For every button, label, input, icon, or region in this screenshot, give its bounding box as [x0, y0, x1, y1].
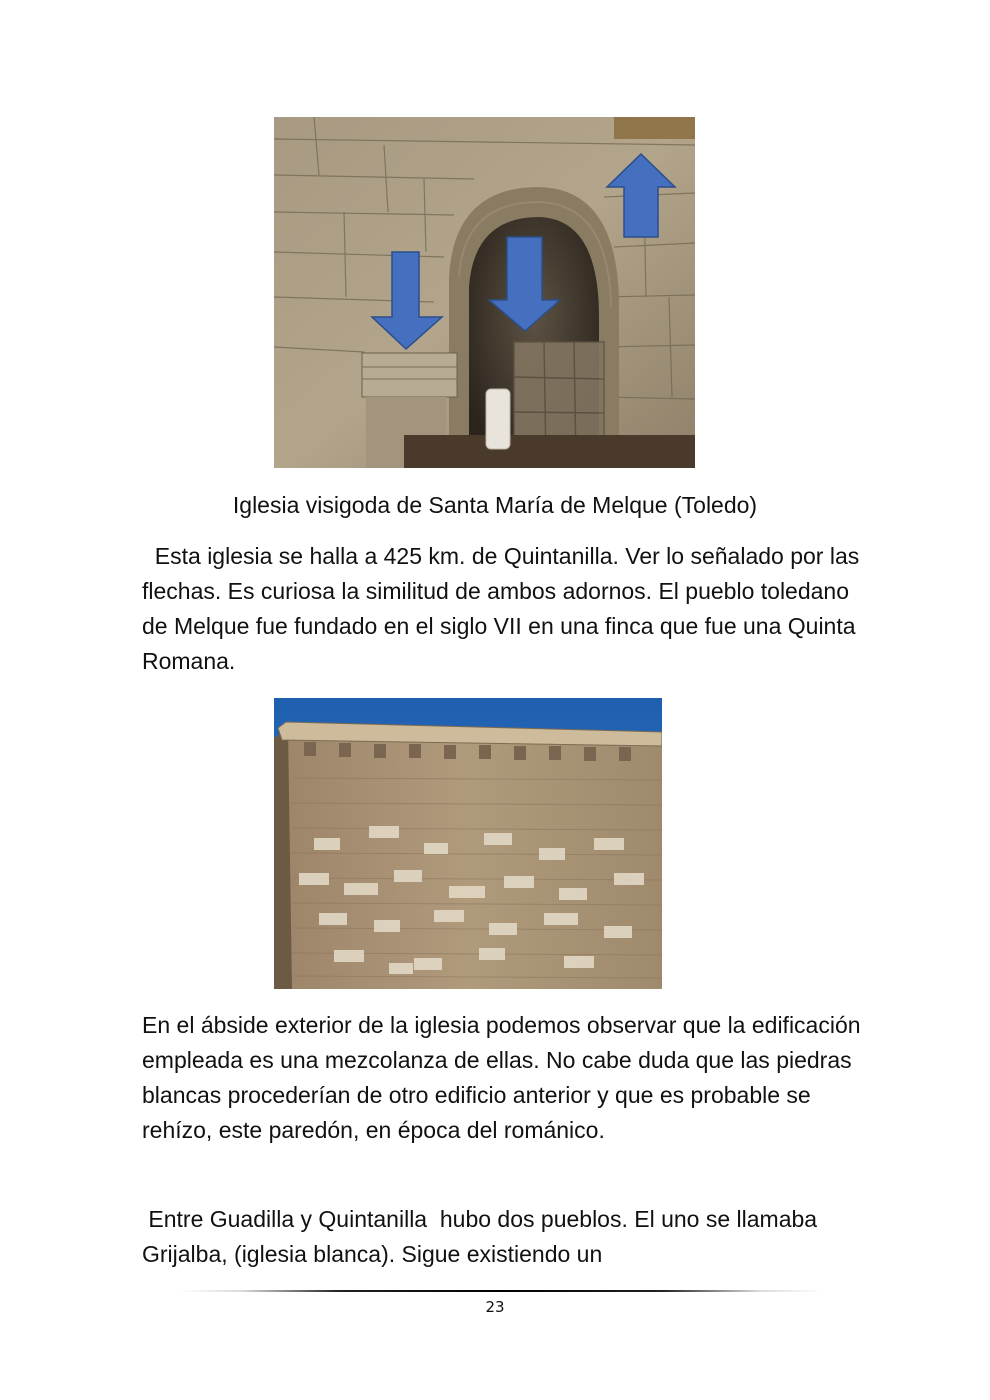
melque-arch-photo [274, 117, 695, 468]
paragraph: En el ábside exterior de la iglesia podemos observar que la edificación empleada es una mezcolanza de ellas. No cabe duda que las piedras blancas procederían de otro edificio anterior y que es probable se rehízo, este paredón, en época del románico. [142, 1012, 874, 1143]
apse-wall-photo [274, 698, 662, 989]
melque-arch-image [274, 117, 695, 468]
paragraph: Entre Guadilla y Quintanilla hubo dos pueblos. El uno se llamaba Grijalba, (iglesia blanca). Sigue existiendo un [142, 1206, 824, 1267]
footer-rule [178, 1290, 823, 1292]
apse-wall-image [274, 698, 662, 989]
paragraph: Esta iglesia se halla a 425 km. de Quintanilla. Ver lo señalado por las flechas. Es curiosa la similitud de ambos adornos. El pueblo toledano de Melque fue fundado en el siglo VII en una finca que fue una Quinta Romana. [142, 543, 866, 674]
figure-caption: Iglesia visigoda de Santa María de Melque (Toledo) [232, 492, 758, 518]
page-number: 23 [485, 1298, 505, 1316]
